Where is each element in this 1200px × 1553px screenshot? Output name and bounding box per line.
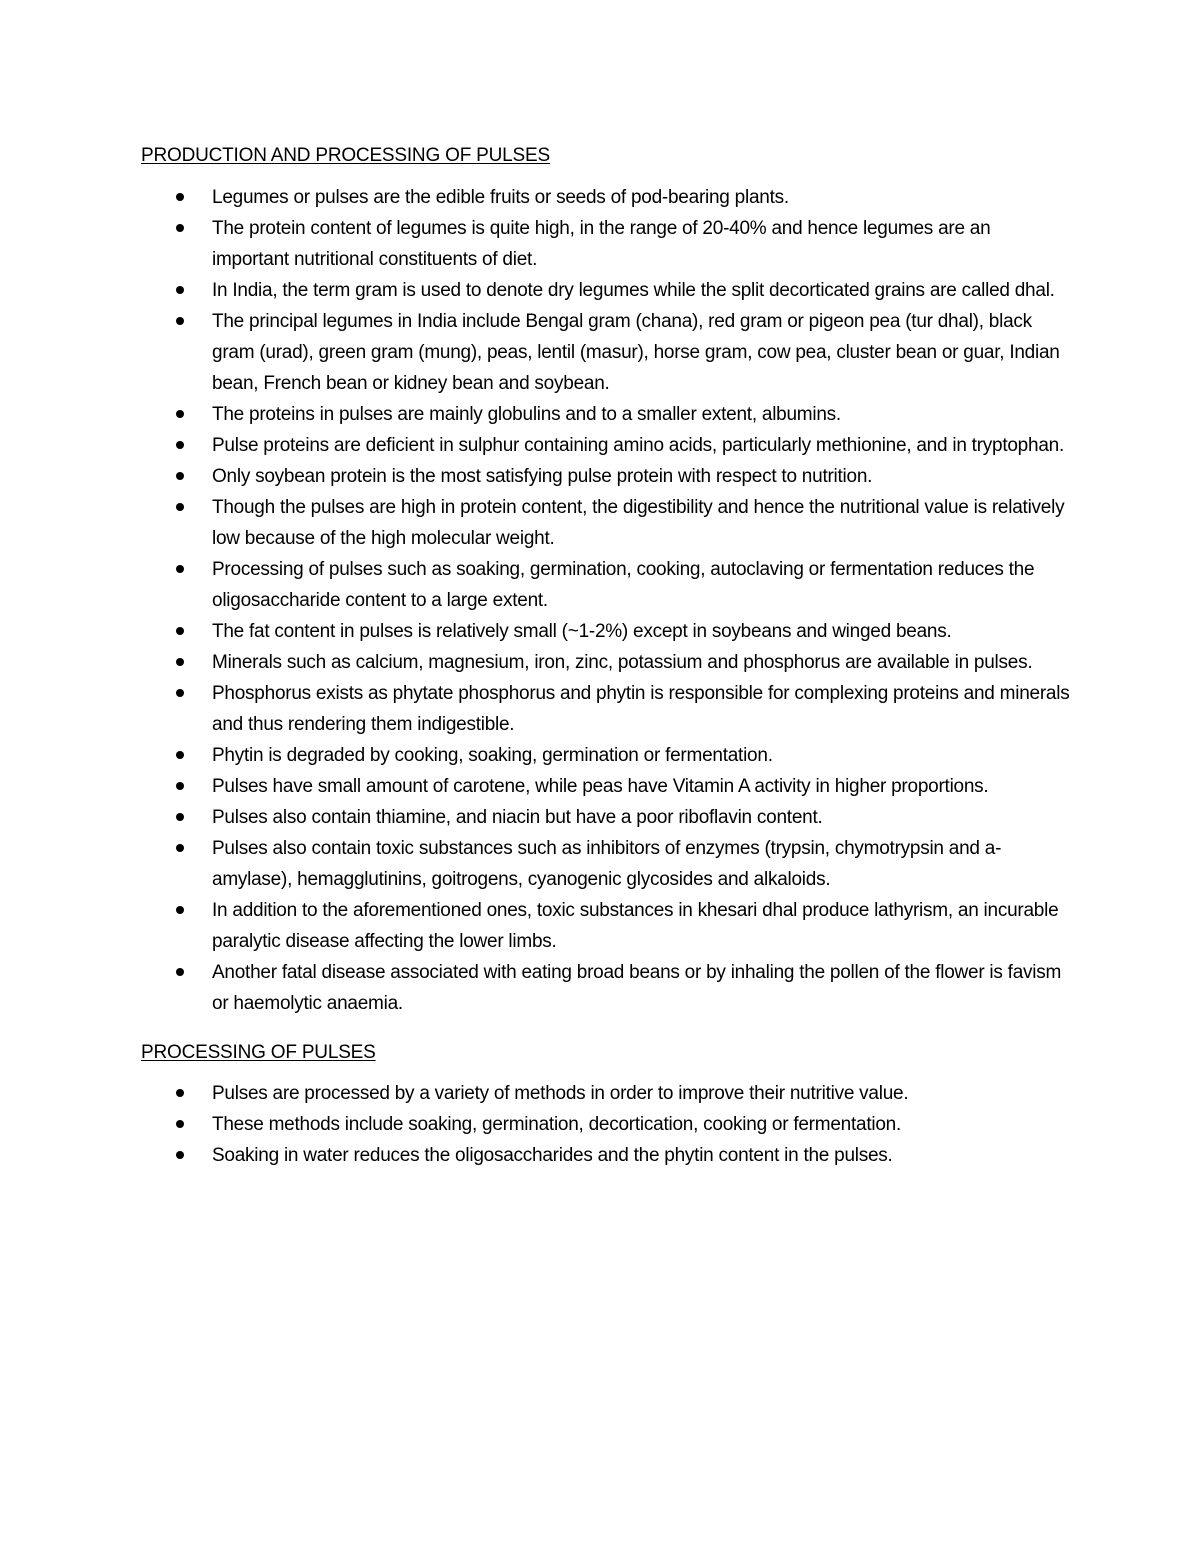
list-item-text: Legumes or pulses are the edible fruits or seeds of pod-bearing plants. bbox=[212, 187, 789, 208]
list-item-text: Pulses also contain toxic substances such as inhibitors of enzymes (trypsin, chymotrypsin and a-amylase), hemagglutinins, goitrogens, cyanogenic glycosides and alkaloids. bbox=[212, 838, 1002, 890]
list-item bbox=[141, 306, 1071, 399]
list-item-text: The fat content in pulses is relatively small (~1-2%) except in soybeans and winged beans. bbox=[212, 621, 952, 642]
list-item-text: The protein content of legumes is quite high, in the range of 20-40% and hence legumes are an important nutritional constituents of diet. bbox=[212, 218, 991, 270]
list-item bbox=[141, 182, 1071, 213]
list-item-text: Processing of pulses such as soaking, germination, cooking, autoclaving or fermentation reduces the oligosaccharide content to a large extent. bbox=[212, 559, 1035, 611]
list-item-text: Though the pulses are high in protein content, the digestibility and hence the nutritional value is relatively low because of the high molecular weight. bbox=[212, 497, 1065, 549]
bullet-icon bbox=[176, 193, 184, 201]
bullet-icon bbox=[176, 627, 184, 635]
list-item bbox=[141, 213, 1071, 275]
bullet-icon bbox=[176, 658, 184, 666]
bullet-list-production bbox=[141, 182, 1071, 1019]
list-item bbox=[141, 1109, 1071, 1140]
bullet-icon bbox=[176, 1151, 184, 1159]
bullet-icon bbox=[176, 906, 184, 914]
bullet-icon bbox=[176, 503, 184, 511]
list-item bbox=[141, 678, 1071, 740]
list-item bbox=[141, 647, 1071, 678]
list-item bbox=[141, 895, 1071, 957]
list-item-text: The principal legumes in India include Bengal gram (chana), red gram or pigeon pea (tur dhal), black gram (urad), green gram (mung), peas, lentil (masur), horse gram, cow pea, cluster bean or guar, Indian bean, French bean or kidney bean and soybean. bbox=[212, 311, 1060, 394]
list-item bbox=[141, 957, 1071, 1019]
bullet-icon bbox=[176, 472, 184, 480]
bullet-list-processing bbox=[141, 1078, 1071, 1171]
list-item bbox=[141, 461, 1071, 492]
list-item bbox=[141, 492, 1071, 554]
bullet-icon bbox=[176, 441, 184, 449]
list-item-text: Phytin is degraded by cooking, soaking, germination or fermentation. bbox=[212, 745, 773, 766]
list-item bbox=[141, 833, 1071, 895]
list-item-text: Pulses also contain thiamine, and niacin but have a poor riboflavin content. bbox=[212, 807, 823, 828]
list-item-text: Only soybean protein is the most satisfying pulse protein with respect to nutrition. bbox=[212, 466, 873, 487]
list-item bbox=[141, 399, 1071, 430]
bullet-icon bbox=[176, 751, 184, 759]
bullet-icon bbox=[176, 410, 184, 418]
bullet-icon bbox=[176, 844, 184, 852]
section-heading-production-and-processing: PRODUCTION AND PROCESSING OF PULSES bbox=[141, 145, 550, 166]
bullet-icon bbox=[176, 689, 184, 697]
list-item bbox=[141, 740, 1071, 771]
list-item-text: Soaking in water reduces the oligosaccharides and the phytin content in the pulses. bbox=[212, 1145, 893, 1166]
list-item bbox=[141, 430, 1071, 461]
bullet-icon bbox=[176, 565, 184, 573]
list-item-text: Phosphorus exists as phytate phosphorus and phytin is responsible for complexing proteins and minerals and thus rendering them indigestible. bbox=[212, 683, 1070, 735]
document-content bbox=[141, 143, 1071, 1171]
list-item bbox=[141, 554, 1071, 616]
bullet-icon bbox=[176, 1120, 184, 1128]
bullet-icon bbox=[176, 317, 184, 325]
bullet-icon bbox=[176, 1089, 184, 1097]
list-item-text: Minerals such as calcium, magnesium, iron, zinc, potassium and phosphorus are available in pulses. bbox=[212, 652, 1033, 673]
list-item-text: These methods include soaking, germination, decortication, cooking or fermentation. bbox=[212, 1114, 901, 1135]
list-item-text: The proteins in pulses are mainly globulins and to a smaller extent, albumins. bbox=[212, 404, 841, 425]
list-item-text: Pulse proteins are deficient in sulphur containing amino acids, particularly methionine, and in tryptophan. bbox=[212, 435, 1064, 456]
bullet-icon bbox=[176, 813, 184, 821]
bullet-icon bbox=[176, 968, 184, 976]
bullet-icon bbox=[176, 224, 184, 232]
section-heading-processing-of-pulses: PROCESSING OF PULSES bbox=[141, 1042, 376, 1063]
list-item-text: In India, the term gram is used to denote dry legumes while the split decorticated grains are called dhal. bbox=[212, 280, 1055, 301]
list-item-text: Another fatal disease associated with eating broad beans or by inhaling the pollen of the flower is favism or haemolytic anaemia. bbox=[212, 962, 1062, 1014]
list-item-text: In addition to the aforementioned ones, toxic substances in khesari dhal produce lathyrism, an incurable paralytic disease affecting the lower limbs. bbox=[212, 900, 1059, 952]
bullet-icon bbox=[176, 286, 184, 294]
list-item-text: Pulses have small amount of carotene, while peas have Vitamin A activity in higher proportions. bbox=[212, 776, 989, 797]
list-item bbox=[141, 616, 1071, 647]
list-item bbox=[141, 802, 1071, 833]
list-item bbox=[141, 275, 1071, 306]
list-item bbox=[141, 1078, 1071, 1109]
bullet-icon bbox=[176, 782, 184, 790]
list-item bbox=[141, 1140, 1071, 1171]
list-item bbox=[141, 771, 1071, 802]
list-item-text: Pulses are processed by a variety of methods in order to improve their nutritive value. bbox=[212, 1083, 909, 1104]
